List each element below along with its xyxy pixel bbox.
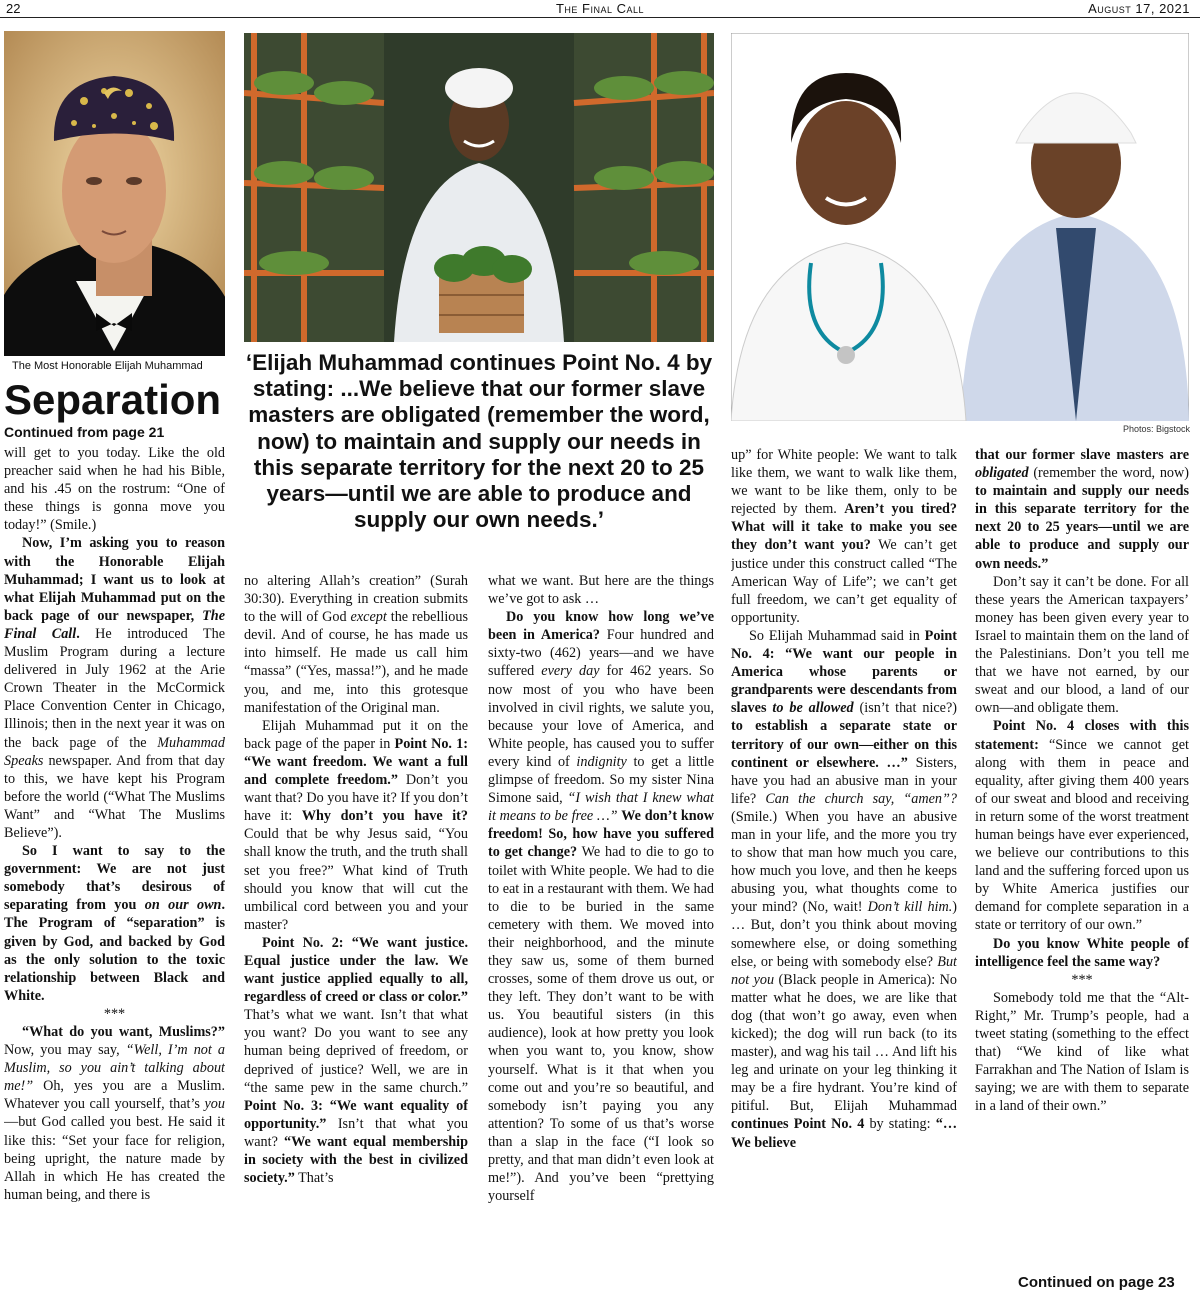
issue-date: August 17, 2021 [1088,1,1190,16]
paragraph: what we want. But here are the things we’ve got to ask … [488,573,714,608]
paragraph: Point No. 4 closes with this statement: “Since we cannot get along with them in peace and equality, after giving them 400 years of our sweat and blood and receiving in return some of the worst treatment human beings have ever experienced, we believe our contributions to this land and the suffering forced upon us by White America justifies our demand for complete separation in a state or territory of our own.” [975,718,1189,934]
paragraph: Point No. 2: “We want justice. Equal justice under the law. We want justice applied equally to all, regardless of creed or class or color.” That’s what we want. Isn’t that what you want? Do you want to see any human being deprived of freedom, or deprived of justice? Well, we are in “the same pew in the same church.” Point No. 3: “We want equality of opportunity.” Isn’t that what you want? “We want equal membership in society with the best in civilized society.” That’s [244,934,468,1187]
article-column-3 [488,572,714,1292]
article-column-2 [244,572,468,1292]
paragraph: Somebody told me that the “Alt-Right,” Mr. Trump’s people, had a tweet stating (something to the effect that) “We kind of like what Farrakhan and The Nation of Islam is saying; we are with them to separate in a land of their own.” [975,989,1189,1115]
paragraph: “What do you want, Muslims?” Now, you may say, “Well, I’m not a Muslim, so you ain’t talking about me!” Oh, yes you are a Muslim. Whatever you call yourself, that’s you—but God called you best. He said it like this: “Set your face for religion, being upright, the nature made by Allah in which He has created the human being, and there is [4,1024,225,1203]
section-break: *** [103,1005,126,1022]
professionals-photo [731,33,1189,421]
section-break: *** [1071,971,1093,988]
continued-to: Continued on page 23 [1018,1274,1175,1291]
paragraph: will get to you today. Like the old preacher said when he had his Bible, and his .45 on the rostrum: “One of these things is gonna move you today!” (Smile.) [4,445,225,534]
farm-worker-photo [244,33,714,342]
paragraph: So Elijah Muhammad said in Point No. 4: “We want our people in America whose parents or grandparents were descendants from slaves to be allowed (isn’t that nice?) to establish a separate state or territory of our own—either on this continent or elsewhere. …” Sisters, have you had an abusive man in your life? Can the church say, “amen”? (Smile.) When you have an abusive man in your life, and the more you try to show that man how much you care, how much you love, and then he keeps abusing you, what thoughts come to your mind? (No, wait! Don’t kill him.) … But, don’t you think about moving somewhere else, or doing something else, or being with somebody else? But not you (Black people in America): No matter what he does, we are like that dog (that won’t go away, even when kicked); the dog will run back (to its master), and wag his tail … And lift his leg and urinate on your leg thinking it may be a fire hydrant. You’re kind of pitiful. But, Elijah Muhammad continues Point No. 4 by stating: “…We believe [731,627,957,1151]
page-header [0,0,1200,18]
portrait-caption: The Most Honorable Elijah Muhammad [12,360,203,372]
masthead: The Final Call [555,1,645,16]
paragraph: that our former slave masters are obligated (remember the word, now) to maintain and supply our needs in this separate territory for the next 20 to 25 years—until we are able to produce and supply our own needs.” [975,447,1189,572]
pull-quote: ‘Elijah Muhammad continues Point No. 4 by stating: ...We believe that our former slave masters are obligated (remember the word, now) to maintain and supply our needs in this separate territory for the next 20 to 25 years—until we are able to produce and supply our own needs.’ [245,350,713,533]
paragraph: So I want to say to the government: We are not just somebody that’s desirous of separating from you on our own. The Program of “separation” is given by God, and backed by God as the only solution to the toxic relationship between Black and White. [4,843,225,1004]
paragraph: no altering Allah’s creation” (Surah 30:30). Everything in creation submits to the will of God except the rebellious devil. And of course, he has made us into himself. He made us call him “massa” (“Yes, massa!”), and he made you, and me, into this grotesque manifestation of the Original man. [244,573,468,716]
paragraph: up” for White people: We want to talk like them, we want to walk like them, we want to be like them, only to be rejected by them. Aren’t you tired? What will it take to make you see they don’t want you? We can’t get justice under this construct called “The American Way of Life”; we can’t get full freedom, we can’t get equality of opportunity. [731,447,957,626]
paragraph: Now, I’m asking you to reason with the Honorable Elijah Muhammad; I want us to look at what Elijah Muhammad put on the back page of our newspaper, The Final Call. He introduced The Muslim Program during a lecture delivered in July 1962 at the Arie Crown Theater in the McCormick Place Convention Center in Chicago, Illinois; then in the next year it was on the back page of the Muhammad Speaks newspaper. And from that day to this, we have kept his Program before the world (“What The Muslims Want” and “What The Muslims Believe”). [4,535,225,841]
article-headline: Separation [4,376,222,423]
photo-credit: Photos: Bigstock [1122,424,1190,434]
continued-from: Continued from page 21 [4,424,165,440]
paragraph: Do you know White people of intelligence feel the same way? [975,935,1189,970]
paragraph: Elijah Muhammad put it on the back page of the paper in Point No. 1: “We want freedom. We want a full and complete freedom.” Don’t you want that? Do you have it? If you don’t have it: Why don’t you have it? Could that be why Jesus said, “You shall know the truth, and the truth shall set you free?” What kind of Truth should you know that will cut the umbilical cord between you and your master? [244,717,468,933]
article-column-5 [975,446,1189,1272]
paragraph: Do you know how long we’ve been in America? Four hundred and sixty-two (462) years—and we have suffered every day for 462 years. So now most of you who have been involved in civil rights, we salute you, because your love of America, and White people, has caused you to suffer every kind of indignity to get a little glimpse of freedom. So my sister Nina Simone said, “I wish that I knew what it means to be free …” We don’t know freedom! So, how have you suffered to get change? We had to die to go to toilet with White people. We had to die to eat in a restaurant with them. We had to die to be buried in the same cemetery with them. We moved into their neighborhood, and the minute they saw us, some of them burned crosses, some of them drove us out, or they left. They don’t want to be with us. You beautiful sisters (in this audience), look at how pretty you look when you want to, you know, show yourself. What is it that when you come out and you’re so beautiful, and somebody isn’t paying you any attention? To some of us that’s worse than a slap in the face (“I look so pretty, and that man didn’t even look at me!”). And you’ve been “prettying yourself [488,609,714,1205]
article-column-4 [731,446,957,1292]
article-column-1 [4,444,225,1292]
portrait-photo [4,31,225,356]
page-number: 22 [6,1,21,16]
paragraph: Don’t say it can’t be done. For all these years the American taxpayers’ money has been given every year to Israel to maintain them on the land of the Palestinians. Don’t you tell me that we have not earned, by our sweat and our blood, a land of our own—and obligate them. [975,573,1189,717]
